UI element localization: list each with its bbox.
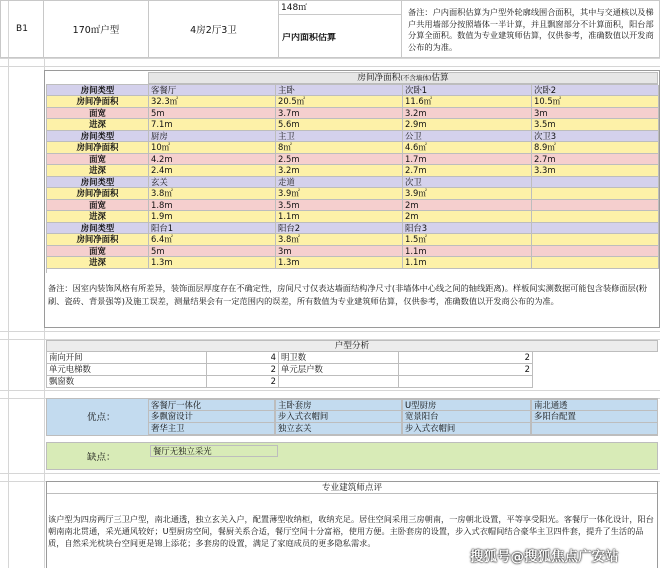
- pros-item: 客餐厅一体化: [148, 399, 275, 411]
- review-title-text: 专业建筑师点评: [321, 483, 383, 493]
- room-cell-name: 次卫: [403, 177, 532, 187]
- room-cell-name: 走道: [276, 177, 403, 187]
- room-row-width: [47, 108, 659, 119]
- room-row-label: 进深: [47, 165, 149, 176]
- review-title: [47, 482, 657, 494]
- room-row-depth: [47, 119, 659, 131]
- analysis-l-value: 2: [207, 376, 279, 387]
- room-row-type: [47, 223, 659, 234]
- room-cell-area: 3.9㎡: [403, 188, 532, 199]
- room-cell-depth: 2.9m: [403, 119, 532, 130]
- unit-layout: [148, 0, 279, 58]
- analysis-l-value: 4: [207, 352, 279, 363]
- room-cell-area: 32.3㎡: [149, 96, 276, 107]
- room-cell-name: 阳台3: [403, 223, 532, 233]
- pros-item: 多阳台配置: [531, 411, 658, 423]
- pros-item: 多飘窗设计: [148, 411, 275, 423]
- room-cell-area: 8㎡: [276, 142, 403, 153]
- room-cell-width: 5m: [149, 246, 276, 256]
- analysis-table: [46, 352, 532, 388]
- cons-panel: [46, 442, 658, 470]
- room-cell-name: 次卧1: [403, 85, 532, 95]
- room-cell-area: 3.8㎡: [149, 188, 276, 199]
- room-cell-depth: 3.5m: [532, 119, 659, 130]
- room-cell-depth: 2m: [403, 211, 532, 222]
- room-row-width: [47, 200, 659, 211]
- room-row-area: [47, 234, 659, 246]
- analysis-row: [47, 376, 533, 388]
- room-cell-depth: 1.1m: [403, 257, 532, 268]
- room-row-label: 房间净面积: [47, 96, 149, 107]
- room-cell-name: 阳台2: [276, 223, 403, 233]
- room-cell-depth: [532, 257, 659, 268]
- room-area-title: 房间净面积: [357, 73, 401, 83]
- room-row-label: 房间类型: [47, 177, 149, 187]
- room-row-depth: [47, 211, 659, 223]
- analysis-row: [47, 364, 533, 376]
- room-cell-name: [532, 223, 659, 233]
- analysis-l-label: 飘窗数: [47, 376, 207, 387]
- room-cell-area: 10.5㎡: [532, 96, 659, 107]
- pros-item: [531, 423, 658, 435]
- unit-area: [43, 0, 149, 58]
- room-cell-depth: 3.2m: [276, 165, 403, 176]
- analysis-r-label: 单元层户数: [279, 364, 399, 375]
- room-cell-depth: 1.9m: [149, 211, 276, 222]
- room-row-label: 房间类型: [47, 85, 149, 95]
- area-note-text: 备注：户内面积估算为户型外轮廓线围合面积，其中与交通核以及梯户共用墙部分按照墙体一半计算，并且飘窗部分不计算面积，阳台部分算全面积。数值为专业建筑师估算，仅供参考，准确数值以开发商公布的为准。: [408, 7, 654, 52]
- room-row-width: [47, 246, 659, 257]
- room-area-table: [46, 84, 658, 273]
- estimated-area-box: [278, 0, 402, 58]
- room-row-depth: [47, 257, 659, 269]
- unit-code-text: B1: [16, 24, 28, 34]
- room-area-note: [46, 276, 658, 326]
- room-cell-width: 3.2m: [403, 108, 532, 118]
- room-cell-width: 2m: [403, 200, 532, 210]
- room-row-label: 进深: [47, 257, 149, 268]
- room-cell-name: 主卫: [276, 131, 403, 141]
- room-cell-width: 1.1m: [403, 246, 532, 256]
- estimated-area-label: 户内面积估算: [282, 33, 337, 43]
- room-cell-name: 厨房: [149, 131, 276, 141]
- room-row-label: 面宽: [47, 246, 149, 256]
- room-cell-area: 6.4㎡: [149, 234, 276, 245]
- estimated-area-divider: [279, 14, 402, 15]
- analysis-l-label: 南向开间: [47, 352, 207, 363]
- pros-item: 步入式衣帽间: [275, 411, 402, 423]
- unit-code: [0, 0, 44, 58]
- room-row-label: 面宽: [47, 154, 149, 164]
- area-note: [401, 0, 660, 58]
- room-cell-depth: 1.1m: [276, 211, 403, 222]
- room-cell-name: 公卫: [403, 131, 532, 141]
- room-cell-name: 次卫3: [532, 131, 659, 141]
- pros-item: 独立玄关: [275, 423, 402, 435]
- room-cell-depth: 5.6m: [276, 119, 403, 130]
- room-cell-depth: 3.3m: [532, 165, 659, 176]
- room-cell-name: 玄关: [149, 177, 276, 187]
- analysis-l-value: 2: [207, 364, 279, 375]
- room-cell-depth: [532, 211, 659, 222]
- room-cell-width: 4.2m: [149, 154, 276, 164]
- room-row-area: [47, 142, 659, 154]
- room-cell-width: 2.5m: [276, 154, 403, 164]
- room-cell-depth: 7.1m: [149, 119, 276, 130]
- room-area-title-row: [148, 72, 658, 84]
- watermark: [470, 545, 655, 565]
- room-cell-width: 2.7m: [532, 154, 659, 164]
- room-cell-width: 3m: [276, 246, 403, 256]
- room-cell-width: 5m: [149, 108, 276, 118]
- room-cell-area: 11.6㎡: [403, 96, 532, 107]
- room-row-type: [47, 131, 659, 142]
- pros-label: 优点：: [87, 412, 116, 423]
- pros-item: 奢华主卫: [148, 423, 275, 435]
- room-cell-depth: 1.3m: [276, 257, 403, 268]
- room-cell-name: 客餐厅: [149, 85, 276, 95]
- room-row-label: 面宽: [47, 108, 149, 118]
- room-cell-width: 1.8m: [149, 200, 276, 210]
- room-cell-area: 8.9㎡: [532, 142, 659, 153]
- room-cell-area: 1.5㎡: [403, 234, 532, 245]
- room-row-depth: [47, 165, 659, 177]
- estimated-area-value: 148㎡: [281, 3, 308, 13]
- cons-label: 缺点：: [87, 452, 116, 463]
- analysis-r-value: 2: [399, 352, 533, 363]
- room-cell-depth: 2.7m: [403, 165, 532, 176]
- room-row-label: 房间净面积: [47, 234, 149, 245]
- analysis-title: [46, 340, 658, 352]
- room-cell-name: 主卧: [276, 85, 403, 95]
- analysis-r-value: 2: [399, 364, 533, 375]
- room-cell-width: [532, 246, 659, 256]
- room-cell-width: 3.5m: [276, 200, 403, 210]
- room-row-label: 房间类型: [47, 131, 149, 141]
- room-row-label: 进深: [47, 211, 149, 222]
- room-cell-area: 20.5㎡: [276, 96, 403, 107]
- room-cell-name: 次卧2: [532, 85, 659, 95]
- analysis-r-label: 明卫数: [279, 352, 399, 363]
- room-cell-area: [532, 188, 659, 199]
- room-row-label: 面宽: [47, 200, 149, 210]
- room-cell-width: 1.7m: [403, 154, 532, 164]
- pros-item: U型厨房: [402, 399, 531, 411]
- room-row-label: 房间类型: [47, 223, 149, 233]
- room-row-area: [47, 96, 659, 108]
- room-row-label: 房间净面积: [47, 188, 149, 199]
- room-cell-depth: 2.4m: [149, 165, 276, 176]
- pros-item: 步入式衣帽间: [402, 423, 531, 435]
- analysis-l-label: 单元电梯数: [47, 364, 207, 375]
- analysis-r-label: [279, 376, 399, 387]
- room-cell-width: 3.7m: [276, 108, 403, 118]
- watermark-text: 搜狐号@搜狐焦点广安站: [470, 549, 619, 565]
- room-row-label: 进深: [47, 119, 149, 130]
- room-row-width: [47, 154, 659, 165]
- analysis-title-text: 户型分析: [334, 341, 370, 351]
- room-area-note-text: 备注：因室内装饰风格有所差异，装饰面层厚度存在不确定性，房间尺寸仅表达墙面结构净尺寸(非墙体中心线之间的轴线距离)。样板间实测数据可能包含装修面层(粉刷、瓷砖、背景强等)及施工误差，测量结果会有一定范围内的误差，所有数值为专业建筑师估算，仅供参考，准确数值以开发商公布的为准。: [48, 283, 648, 306]
- room-row-type: [47, 177, 659, 188]
- room-area-title-tail: 估算: [431, 73, 449, 83]
- unit-layout-text: 4房2厅3卫: [190, 25, 237, 36]
- room-cell-name: 阳台1: [149, 223, 276, 233]
- unit-area-text: 170㎡户型: [72, 25, 120, 36]
- analysis-r-value: [399, 376, 533, 387]
- room-cell-area: 3.9㎡: [276, 188, 403, 199]
- room-cell-area: 3.8㎡: [276, 234, 403, 245]
- pros-item: 南北通透: [531, 399, 658, 411]
- room-cell-area: 4.6㎡: [403, 142, 532, 153]
- pros-grid: [148, 399, 658, 435]
- room-cell-area: [532, 234, 659, 245]
- cons-item: 餐厅无独立采光: [150, 445, 278, 457]
- room-cell-name: [532, 177, 659, 187]
- room-row-label: 房间净面积: [47, 142, 149, 153]
- pros-item: 宽景阳台: [402, 411, 531, 423]
- room-row-type: [47, 85, 659, 96]
- review-text: 该户型为四房两厅三卫户型，南北通透，独立玄关入户，配置薄型收纳柜，收纳充足。居住空间采用三房朝南，一房朝北设置，平等享受阳光。客餐厅一体化设计，阳台朝南南北贯通，采光通风较好；U型厨房空间，餐厨关系合适，餐厅空间十分富裕，使用方便。主卧套房的设置，步入式衣帽间结合豪华主卫四件套，提升了生活的品质，自然采光枕块台空间更是锦上添花；多套房的设置，满足了家庭成员的更多隐私需求。: [48, 514, 654, 549]
- room-cell-width: 3m: [532, 108, 659, 118]
- room-area-title-small: (不含墙体): [400, 74, 432, 82]
- room-cell-width: [532, 200, 659, 210]
- room-row-area: [47, 188, 659, 200]
- room-cell-area: 10㎡: [149, 142, 276, 153]
- pros-item: 主卧套房: [275, 399, 402, 411]
- room-cell-depth: 1.3m: [149, 257, 276, 268]
- analysis-row: [47, 352, 533, 364]
